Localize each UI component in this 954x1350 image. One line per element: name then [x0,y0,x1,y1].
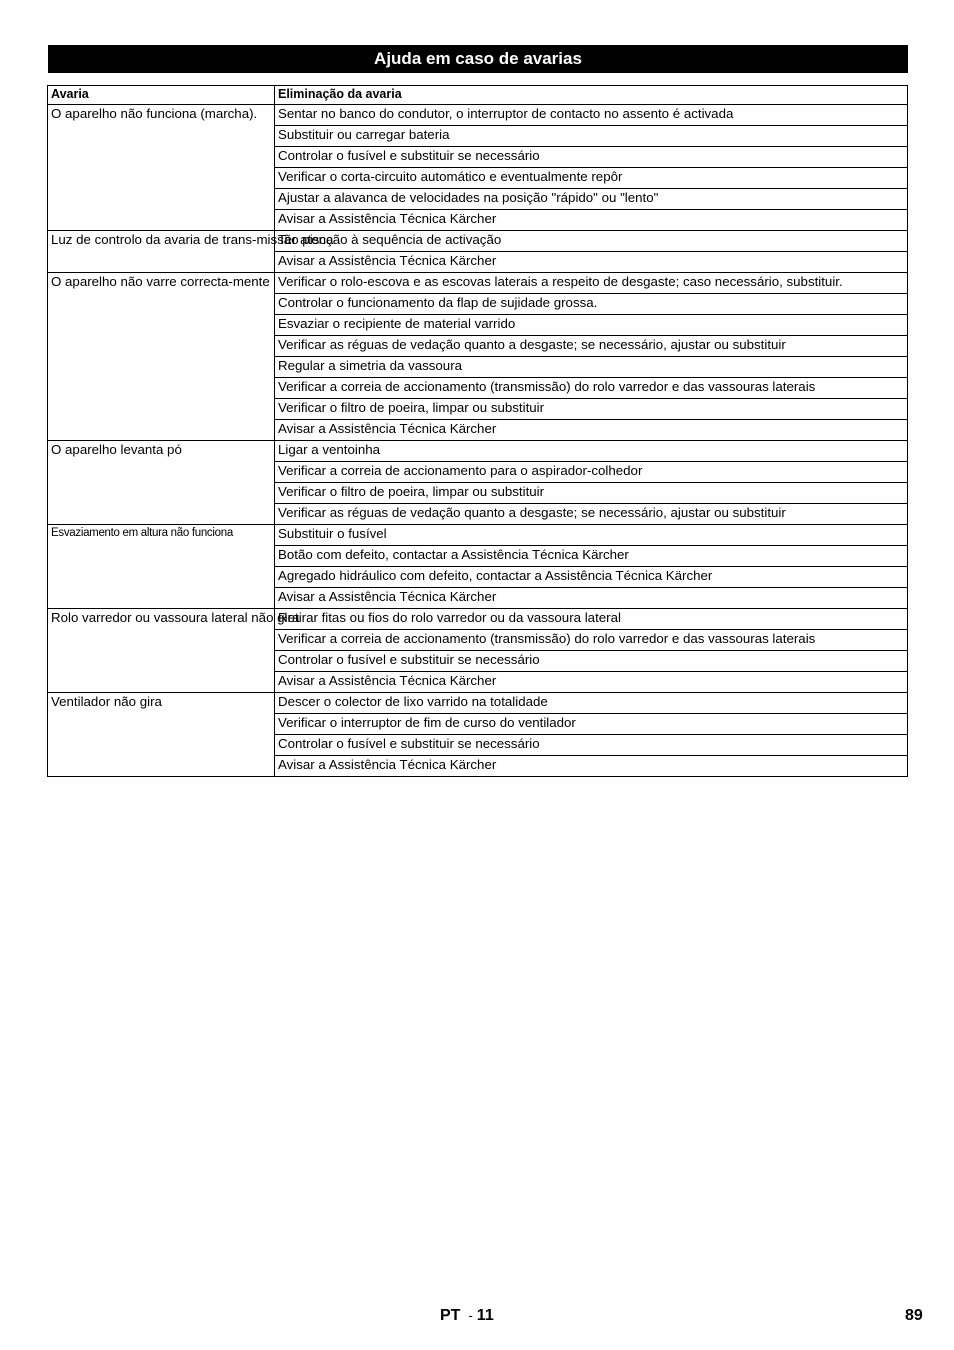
fault-table [47,85,908,777]
remedy-cell: Controlar o funcionamento da flap de sujidade grossa. [275,294,908,315]
page-number: 89 [905,1307,923,1324]
remedy-cell: Verificar a correia de accionamento (transmissão) do rolo varredor e das vassouras laterais [275,630,908,651]
footer-dash: - [468,1308,473,1323]
remedy-cell: Retirar fitas ou fios do rolo varredor ou da vassoura lateral [275,609,908,630]
remedy-cell: Avisar a Assistência Técnica Kärcher [275,672,908,693]
remedy-cell: Substituir ou carregar bateria [275,126,908,147]
column-header-fault: Avaria [48,86,275,105]
fault-cell: Rolo varredor ou vassoura lateral não gira [48,609,275,693]
fault-cell: O aparelho não varre correcta-mente [48,273,275,441]
fault-cell: O aparelho não funciona (marcha). [48,105,275,231]
remedy-cell: Controlar o fusível e substituir se necessário [275,651,908,672]
table-row [48,525,908,546]
remedy-cell: Avisar a Assistência Técnica Kärcher [275,252,908,273]
fault-cell: O aparelho levanta pó [48,441,275,525]
table-row [48,609,908,630]
remedy-cell: Ter atenção à sequência de activação [275,231,908,252]
fault-cell: Esvaziamento em altura não funciona [48,525,275,609]
remedy-cell: Verificar o corta-circuito automático e eventualmente repôr [275,168,908,189]
remedy-cell: Avisar a Assistência Técnica Kärcher [275,420,908,441]
remedy-cell: Avisar a Assistência Técnica Kärcher [275,210,908,231]
fault-cell: Ventilador não gira [48,693,275,777]
table-header-row [48,86,908,105]
language-code: PT [440,1307,461,1324]
column-header-remedy: Eliminação da avaria [275,86,908,105]
remedy-cell: Sentar no banco do condutor, o interruptor de contacto no assento é activada [275,105,908,126]
remedy-cell: Ajustar a alavanca de velocidades na posição "rápido" ou "lento" [275,189,908,210]
remedy-cell: Substituir o fusível [275,525,908,546]
remedy-cell: Botão com defeito, contactar a Assistência Técnica Kärcher [275,546,908,567]
table-body [48,105,908,777]
table-row [48,441,908,462]
remedy-cell: Avisar a Assistência Técnica Kärcher [275,588,908,609]
remedy-cell: Ligar a ventoinha [275,441,908,462]
remedy-cell: Verificar o filtro de poeira, limpar ou substituir [275,399,908,420]
table-row [48,693,908,714]
remedy-cell: Agregado hidráulico com defeito, contactar a Assistência Técnica Kärcher [275,567,908,588]
remedy-cell: Controlar o fusível e substituir se necessário [275,735,908,756]
remedy-cell: Verificar o filtro de poeira, limpar ou substituir [275,483,908,504]
remedy-cell: Controlar o fusível e substituir se necessário [275,147,908,168]
table-row [48,273,908,294]
remedy-cell: Verificar a correia de accionamento para o aspirador-colhedor [275,462,908,483]
remedy-cell: Descer o colector de lixo varrido na totalidade [275,693,908,714]
remedy-cell: Verificar o interruptor de fim de curso do ventilador [275,714,908,735]
remedy-cell: Verificar a correia de accionamento (transmissão) do rolo varredor e das vassouras laterais [275,378,908,399]
remedy-cell: Verificar as réguas de vedação quanto a desgaste; se necessário, ajustar ou substituir [275,504,908,525]
page-title: Ajuda em caso de avarias [48,45,908,73]
remedy-cell: Regular a simetria da vassoura [275,357,908,378]
table-row [48,105,908,126]
table-row [48,231,908,252]
fault-cell: Luz de controlo da avaria de trans-missão pisca [48,231,275,273]
remedy-cell: Verificar as réguas de vedação quanto a desgaste; se necessário, ajustar ou substituir [275,336,908,357]
footer-language [440,1307,494,1325]
remedy-cell: Avisar a Assistência Técnica Kärcher [275,756,908,777]
remedy-cell: Esvaziar o recipiente de material varrido [275,315,908,336]
remedy-cell: Verificar o rolo-escova e as escovas laterais a respeito de desgaste; caso necessário, substituir. [275,273,908,294]
section-page: 11 [476,1307,494,1324]
